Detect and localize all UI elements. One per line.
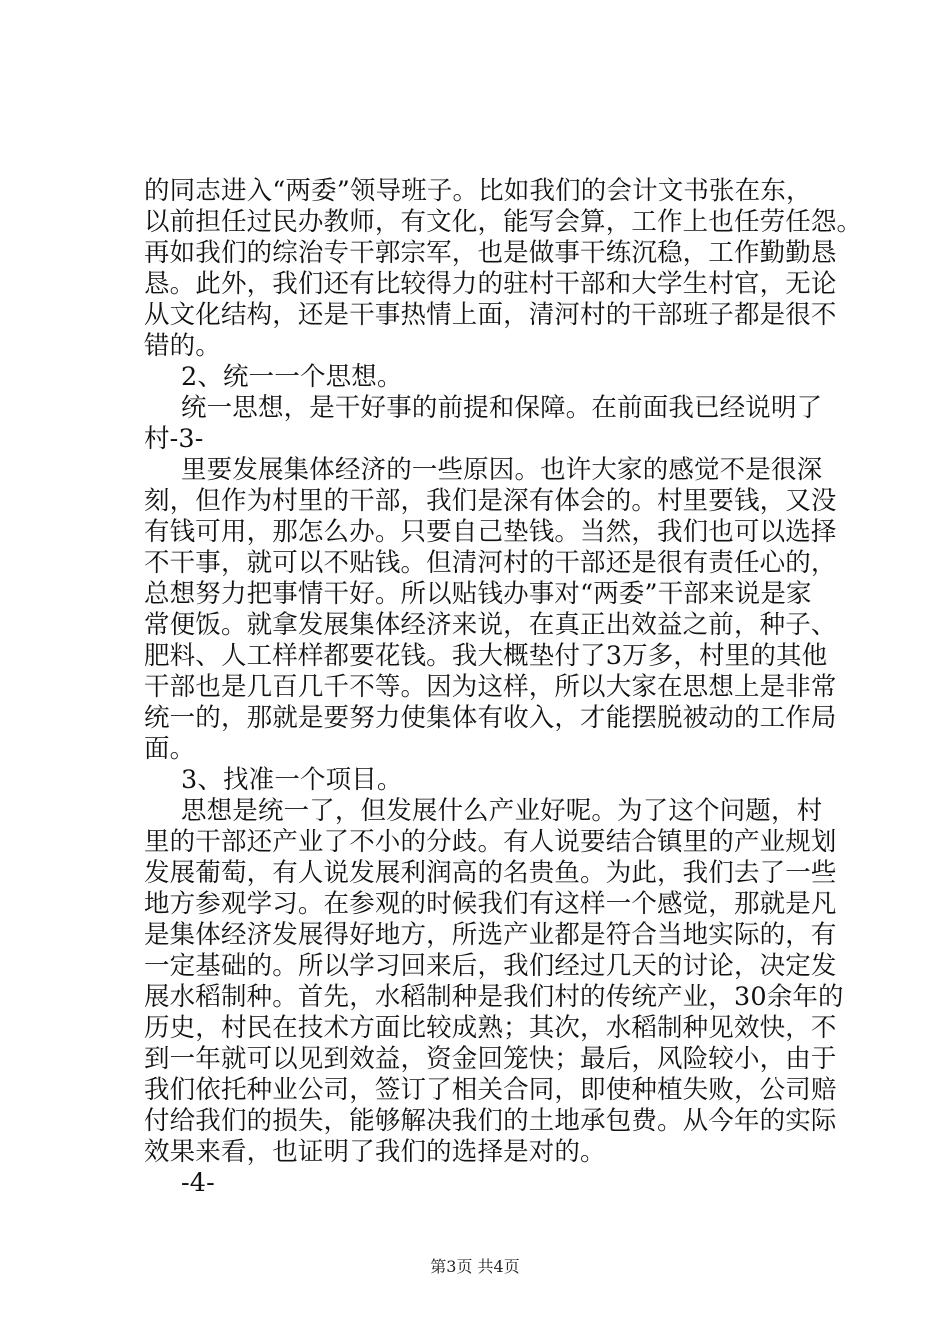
text-line: 有钱可用，那怎么办。只要自己垫钱。当然，我们也可以选择 xyxy=(144,517,837,547)
text-line: 面。 xyxy=(144,734,196,764)
text-line: 里要发展集体经济的一些原因。也许大家的感觉不是很深 xyxy=(181,455,823,485)
section-heading: 2、统一一个思想。 xyxy=(181,362,403,392)
text-line: 思想是统一了，但发展什么产业好呢。为了这个问题，村 xyxy=(181,796,823,826)
text-line: 不干事，就可以不贴钱。但清河村的干部还是很有责任心的， xyxy=(144,548,837,578)
text-line: 刻，但作为村里的干部，我们是深有体会的。村里要钱，又没 xyxy=(144,486,837,516)
text-line: 干部也是几百几千不等。因为这样，所以大家在思想上是非常 xyxy=(144,672,837,702)
inline-page-marker: -4- xyxy=(181,1168,215,1198)
text-line: 的同志进入“两委”领导班子。比如我们的会计文书张在东， xyxy=(144,176,812,206)
text-line: 以前担任过民办教师，有文化，能写会算，工作上也任劳任怨。 xyxy=(144,207,863,237)
text-line: 发展葡萄，有人说发展利润高的名贵鱼。为此，我们去了一些 xyxy=(144,858,837,888)
text-line: 错的。 xyxy=(144,331,221,361)
text-line: 是集体经济发展得好地方，所选产业都是符合当地实际的，有 xyxy=(144,920,837,950)
text-line: 统一思想，是干好事的前提和保障。在前面我已经说明了 xyxy=(181,393,823,423)
page-footer: 第3页 共4页 xyxy=(430,1257,520,1276)
text-line: 历史，村民在技术方面比较成熟；其次，水稻制种见效快，不 xyxy=(144,1013,837,1043)
text-line: 肥料、人工样样都要花钱。我大概垫付了3万多，村里的其他 xyxy=(144,641,828,671)
text-line: 到一年就可以见到效益，资金回笼快；最后，风险较小，由于 xyxy=(144,1044,837,1074)
text-line: 一定基础的。所以学习回来后，我们经过几天的讨论，决定发 xyxy=(144,951,837,981)
text-line: 常便饭。就拿发展集体经济来说，在真正出效益之前，种子、 xyxy=(144,610,837,640)
text-line: 统一的，那就是要努力使集体有收入，才能摆脱被动的工作局 xyxy=(144,703,837,733)
text-line: 效果来看，也证明了我们的选择是对的。 xyxy=(144,1137,606,1167)
section-heading: 3、找准一个项目。 xyxy=(181,765,403,795)
text-line: 村-3- xyxy=(144,424,204,454)
text-line: 付给我们的损失，能够解决我们的土地承包费。从今年的实际 xyxy=(144,1106,837,1136)
text-line: 展水稻制种。首先，水稻制种是我们村的传统产业，30余年的 xyxy=(144,982,844,1012)
text-line: 我们依托种业公司，签订了相关合同，即使种植失败，公司赔 xyxy=(144,1075,837,1105)
text-line: 地方参观学习。在参观的时候我们有这样一个感觉，那就是凡 xyxy=(144,889,837,919)
text-line: 恳。此外，我们还有比较得力的驻村干部和大学生村官，无论 xyxy=(144,269,837,299)
text-line: 再如我们的综治专干郭宗军，也是做事干练沉稳，工作勤勤恳 xyxy=(144,238,837,268)
text-line: 总想努力把事情干好。所以贴钱办事对“两委”干部来说是家 xyxy=(144,579,812,609)
text-line: 里的干部还产业了不小的分歧。有人说要结合镇里的产业规划 xyxy=(144,827,837,857)
text-line: 从文化结构，还是干事热情上面，清河村的干部班子都是很不 xyxy=(144,300,837,330)
